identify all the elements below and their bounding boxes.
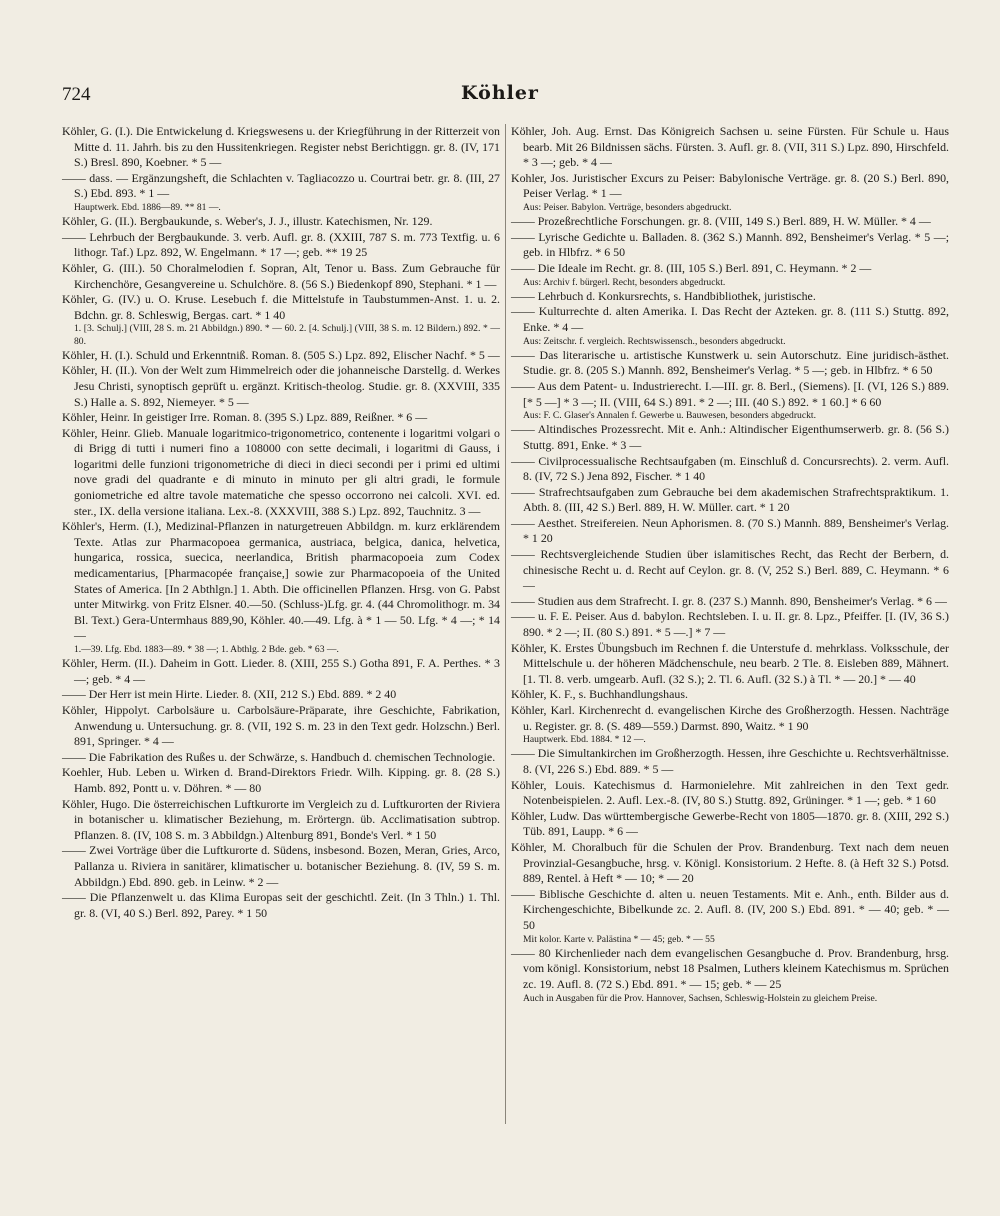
left-column: [62, 124, 500, 921]
catalog-entry: Köhler, Heinr. Glieb. Manuale logaritmico-trigonometrico, contenente i logaritmi volgari o di Brigg di tutti i numeri fino a 108000 con sette decimali, i logaritmi di Gauss, i logaritmi delle funzioni trigonometriche di dieci in dieci secondi per i primi ed ultimi nove gradi del quadrante e di minuto in minuto per gli altri gradi, le formule goniometriche ed altre tavole matematiche che spesso occorrono nei calcoli. XVI. ed. ster., IX. della versione italiana. Lex.-8. (XXXVIII, 388 S.) Lpz. 892, Tauchnitz. 3 —: [62, 425, 500, 518]
column-divider: [505, 124, 506, 1124]
catalog-entry: Köhler, Ludw. Das württembergische Gewerbe-Recht von 1805—1870. gr. 8. (XIII, 292 S.) Tüb. 891, Laupp. * 6 —: [511, 808, 949, 839]
catalog-entry: —— Zwei Vorträge über die Luftkurorte d. Südens, insbesond. Bozen, Meran, Gries, Arco, Pallanza u. Riviera in sanitärer, klimatischer u. botanischer Beziehung. 8. (IV, 59 S. m. Abbildgn.) Ebd. 890. geb. in Leinw. * 2 —: [62, 843, 500, 889]
catalog-entry: Kohler, Jos. Juristischer Excurs zu Peiser: Babylonische Verträge. gr. 8. (20 S.) Berl. 890, Peiser Verlag. * 1 —: [511, 170, 949, 201]
catalog-entry: —— Die Fabrikation des Rußes u. der Schwärze, s. Handbuch d. chemischen Technologie.: [62, 749, 496, 764]
catalog-entry: Köhler, Hippolyt. Carbolsäure u. Carbolsäure-Präparate, ihre Geschichte, Fabrikation, Anwendung u. Untersuchung. gr. 8. (VII, 192 S. m. 23 in den Text gedr. Holzschn.) Berl. 891, Springer. * 4 —: [62, 703, 500, 749]
catalog-entry: Köhler, Herm. (II.). Daheim in Gott. Lieder. 8. (XIII, 255 S.) Gotha 891, F. A. Perthes. * 3 —; geb. * 4 —: [62, 656, 500, 686]
entry-note: Hauptwerk. Ebd. 1884. * 12 —.: [523, 734, 646, 746]
catalog-entry: —— dass. — Ergänzungsheft, die Schlachten v. Tagliacozzo u. Courtrai betr. gr. 8. (III, 27 S.) Ebd. 893. * 1 —: [62, 170, 500, 201]
catalog-entry: Köhler, G. (II.). Bergbaukunde, s. Weber's, J. J., illustr. Katechismen, Nr. 129.: [62, 214, 433, 229]
catalog-entry: —— Die Pflanzenwelt u. das Klima Europas seit der geschichtl. Zeit. (In 3 Thln.) 1. Thl. gr. 8. (VI, 40 S.) Berl. 892, Parey. * 1 50: [62, 890, 500, 920]
catalog-entry: Köhler, Louis. Katechismus d. Harmonielehre. Mit zahlreichen in den Text gedr. Notenbeispielen. 2. Aufl. Lex.-8. (IV, 80 S.) Stuttg. 892, Grüninger. * 1 —; geb. * 1 60: [511, 777, 949, 808]
right-column: [511, 124, 949, 1005]
catalog-entry: Köhler, K. Erstes Übungsbuch im Rechnen f. die Unterstufe d. mehrklass. Volksschule, der Mittelschule u. der höheren Mädchenschule, neu bearb. 2 Tle. 8. Eisleben 889, Mähnert. [1. Tl. 8. verb. umgearb. Aufl. (32 S.); 2. Tl. 6. Aufl. (32 S.) à Tl. * — 20.] * — 40: [511, 640, 949, 686]
catalog-entry: Köhler's, Herm. (I.), Medizinal-Pflanzen in naturgetreuen Abbildgn. m. kurz erklärendem Texte. Atlas zur Pharmacopoea germanica, austriaca, belgica, danica, helvetica, hungarica, rossica, suecica, neerlandica, British pharmacopoeia zum Codex medicamentarius, [Pharmacopée française,] sowie zur Pharmacopoeia of the United States of America. [In 2 Abthlgn.] 1. Abth. Die officinellen Pflanzen. Hrsg. von G. Pabst unter Mitwirkg. von Fritz Elsner. 40.—50. (Schluss-)Lfg. gr. 4. (44 Chromolithogr. m. 34 Bl. Text.) Gera-Untermhaus 889,90, Köhler. 40.—49. Lfg. à * 1 — 50. Lfg. * 4 —; * 14 —: [62, 519, 500, 643]
catalog-entry: Köhler, Heinr. In geistiger Irre. Roman. 8. (395 S.) Lpz. 889, Reißner. * 6 —: [62, 410, 428, 425]
catalog-entry: —— 80 Kirchenlieder nach dem evangelischen Gesangbuche d. Prov. Brandenburg, hrsg. vom königl. Konsistorium, nebst 18 Psalmen, Luthers kleinem Katechismus m. Sprüchen zc. 19. Aufl. 8. (72 S.) Ebd. 891. * — 15; geb. * — 25: [511, 945, 949, 991]
catalog-entry: —— Lyrische Gedichte u. Balladen. 8. (362 S.) Mannh. 892, Bensheimer's Verlag. * 5 —; geb. in Hlbfrz. * 6 50: [511, 229, 949, 260]
catalog-entry: Köhler, K. F., s. Buchhandlungshaus.: [511, 687, 688, 702]
catalog-entry: —— Die Ideale im Recht. gr. 8. (III, 105 S.) Berl. 891, C. Heymann. * 2 —: [511, 260, 872, 275]
catalog-entry: —— Prozeßrechtliche Forschungen. gr. 8. (VIII, 149 S.) Berl. 889, H. W. Müller. * 4 —: [511, 214, 931, 229]
catalog-entry: —— Der Herr ist mein Hirte. Lieder. 8. (XII, 212 S.) Ebd. 889. * 2 40: [62, 687, 397, 702]
catalog-entry: —— Biblische Geschichte d. alten u. neuen Testaments. Mit e. Anh., enth. Bilder aus d. Kirchengeschichte, Bibelkunde zc. 2. Aufl. 8. (IV, 200 S.) Ebd. 891. * — 40; geb. * — 50: [511, 886, 949, 932]
catalog-entry: Köhler, H. (I.). Schuld und Erkenntniß. Roman. 8. (505 S.) Lpz. 892, Elischer Nachf. * 5 —: [62, 347, 500, 362]
catalog-entry: —— u. F. E. Peiser. Aus d. babylon. Rechtsleben. I. u. II. gr. 8. Lpz., Pfeiffer. [I. (IV, 36 S.) 890. * 2 —; II. (80 S.) 891. * 5 —.] * 7 —: [511, 609, 949, 640]
catalog-entry: —— Rechtsvergleichende Studien über islamitisches Recht, das Recht der Berbern, d. chinesische Recht u. d. Recht auf Ceylon. gr. 8. (V, 252 S.) Berl. 889, C. Heymann. * 6 —: [511, 547, 949, 593]
catalog-entry: Köhler, Hugo. Die österreichischen Luftkurorte im Vergleich zu d. Luftkurorten der Riviera in botanischer u. klimatischer Beziehung, m. Erörtergn. üb. Acclimatisation subtrop. Pflanzen. 8. (IV, 108 S. m. 3 Abbildgn.) Altenburg 891, Bonde's Verl. * 1 50: [62, 796, 500, 842]
entry-note: 1. [3. Schulj.] (VIII, 28 S. m. 21 Abbildgn.) 890. * — 60. 2. [4. Schulj.] (VIII, 38 S. m. 12 Bildern.) 892. * — 80.: [74, 323, 500, 347]
catalog-entry: —— Aesthet. Streifereien. Neun Aphorismen. 8. (70 S.) Mannh. 889, Bensheimer's Verlag. * 1 20: [511, 515, 949, 546]
catalog-entry: —— Lehrbuch d. Konkursrechts, s. Handbibliothek, juristische.: [511, 288, 816, 303]
catalog-entry: —— Aus dem Patent- u. Industrierecht. I.—III. gr. 8. Berl., (Siemens). [I. (VI, 126 S.) 889. [* 5 —] * 3 —; II. (VIII, 64 S.) 891. * 2 —; III. (40 S.) 892. * 1 60.] * 6 60: [511, 378, 949, 409]
catalog-entry: —— Altindisches Prozessrecht. Mit e. Anh.: Altindischer Eigenthumserwerb. gr. 8. (56 S.) Stuttg. 891, Enke. * 3 —: [511, 422, 949, 452]
catalog-entry: Köhler, H. (II.). Von der Welt zum Himmelreich oder die johanneische Darstellg. d. Werkes Jesu Christi, synoptisch geprüft u. ergänzt. Kritisch-theolog. Studie. gr. 8. (XXVIII, 335 S.) Halle a. S. 892, Niemeyer. * 5 —: [62, 363, 500, 409]
page-number: 724: [62, 84, 91, 105]
entry-note: Aus: F. C. Glaser's Annalen f. Gewerbe u. Bauwesen, besonders abgedruckt.: [523, 410, 816, 422]
catalog-entry: —— Strafrechtsaufgaben zum Gebrauche bei dem akademischen Strafrechtspraktikum. 1. Abth. 8. (III, 42 S.) Berl. 889, H. W. Müller. cart. * 1 20: [511, 484, 949, 515]
catalog-entry: Koehler, Hub. Leben u. Wirken d. Brand-Direktors Friedr. Wilh. Kipping. gr. 8. (28 S.) Hamb. 892, Pontt u. v. Döhren. * — 80: [62, 765, 500, 795]
entry-note: 1.—39. Lfg. Ebd. 1883—89. * 38 —; 1. Abthlg. 2 Bde. geb. * 63 —.: [74, 644, 339, 656]
entry-note: Hauptwerk. Ebd. 1886—89. ** 81 —.: [74, 201, 221, 213]
catalog-entry: —— Lehrbuch der Bergbaukunde. 3. verb. Aufl. gr. 8. (XXIII, 787 S. m. 773 Textfig. u. 6 lithogr. Taf.) Lpz. 892, W. Engelmann. * 17 —; geb. ** 19 25: [62, 229, 500, 260]
catalog-entry: —— Studien aus dem Strafrecht. I. gr. 8. (237 S.) Mannh. 890, Bensheimer's Verlag. * 6 —: [511, 593, 947, 608]
catalog-entry: —— Das literarische u. artistische Kunstwerk u. sein Autorschutz. Eine juridisch-ästhet. Studie. gr. 8. (205 S.) Mannh. 892, Bensheimer's Verlag. * 5 —; geb. in Hlbfrz. * 6 50: [511, 347, 949, 378]
catalog-entry: Köhler, Karl. Kirchenrecht d. evangelischen Kirche des Großherzogth. Hessen. Nachträge u. Register. gr. 8. (S. 489—559.) Darmst. 890, Waitz. * 1 90: [511, 703, 949, 733]
catalog-entry: —— Civilprocessualische Rechtsaufgaben (m. Einschluß d. Concursrechts). 2. verm. Aufl. 8. (IV, 72 S.) Jena 892, Fischer. * 1 40: [511, 453, 949, 484]
catalog-entry: Köhler, G. (I.). Die Entwickelung d. Kriegswesens u. der Kriegführung in der Ritterzeit von Mitte d. 11. Jahrh. bis zu den Hussitenkriegen. Register nebst Berichtiggn. gr. 8. (IV, 171 S.) Bresl. 890, Koebner. * 5 —: [62, 124, 500, 170]
catalog-entry: Köhler, G. (IV.) u. O. Kruse. Lesebuch f. die Mittelstufe in Taubstummen-Anst. 1. u. 2. Bdchn. gr. 8. Schleswig, Bergas. cart. * 1 40: [62, 292, 500, 322]
entry-note: Aus: Zeitschr. f. vergleich. Rechtswissensch., besonders abgedruckt.: [523, 335, 786, 347]
catalog-entry: Köhler, G. (III.). 50 Choralmelodien f. Sopran, Alt, Tenor u. Bass. Zum Gebrauche für Kirchenchöre, Gesangvereine u. Schulchöre. 8. (56 S.) Biedenkopf 890, Stephani. * 1 —: [62, 260, 500, 291]
entry-note: Auch in Ausgaben für die Prov. Hannover, Sachsen, Schleswig-Holstein zu gleichem Preise.: [523, 992, 878, 1004]
entry-note: Aus: Peiser. Babylon. Verträge, besonders abgedruckt.: [523, 201, 732, 213]
catalog-entry: —— Die Simultankirchen im Großherzogth. Hessen, ihre Geschichte u. Rechtsverhältnisse. 8. (VI, 226 S.) Ebd. 889. * 5 —: [511, 746, 949, 776]
entry-note: Aus: Archiv f. bürgerl. Recht, besonders abgedruckt.: [523, 276, 726, 288]
catalog-entry: Köhler, M. Choralbuch für die Schulen der Prov. Brandenburg. Text nach dem neuen Provinzial-Gesangbuche, hrsg. v. Königl. Konsistorium. 2 Hefte. 8. (à Heft 32 S.) Potsd. 889, Rentel. à Heft * — 10; * — 20: [511, 839, 949, 886]
entry-note: Mit kolor. Karte v. Palästina * — 45; geb. * — 55: [523, 933, 715, 945]
catalog-entry: —— Kulturrechte d. alten Amerika. I. Das Recht der Azteken. gr. 8. (111 S.) Stuttg. 892, Enke. * 4 —: [511, 304, 949, 334]
catalog-entry: Köhler, Joh. Aug. Ernst. Das Königreich Sachsen u. seine Fürsten. Für Schule u. Haus bearb. Mit 26 Bildnissen sächs. Fürsten. 3. Aufl. gr. 8. (VII, 311 S.) Lpz. 890, Hirschfeld. * 3 —; geb. * 4 —: [511, 124, 949, 170]
running-head: Köhler: [461, 82, 539, 104]
